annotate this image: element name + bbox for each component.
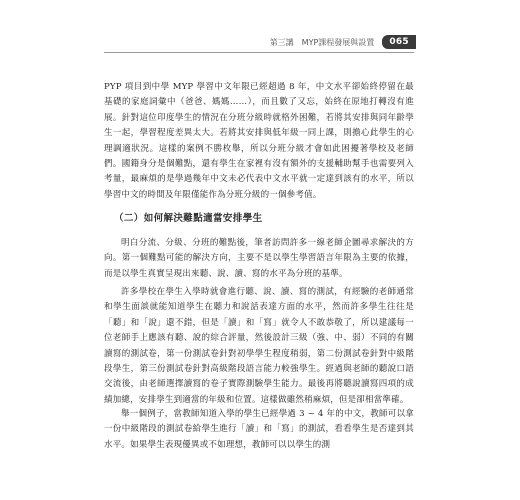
paragraph-2 xyxy=(104,236,414,282)
header-rule xyxy=(104,52,414,53)
paragraph-4 xyxy=(104,407,414,453)
paragraph-text: 許多學校在學生入學時就會進行聽、說、讀、寫的測試，有經驗的老師通常和學生面談就能知道學生在聽力和說話表達方面的水平，然而許多學生往往是「聽」和「說」還不錯，但是「讀」和「寫」就令人不敢恭敬了，所以建議每一位老師手上應該有聽、說的綜合評量，然後設計三級（強、中、弱）不同的有關讀寫的測試卷，第一份測試卷針對初學學生程度稍弱，第二份測試卷針對中級階段學生，第三份測試卷針對高級階段語言能力較強學生。經過與老師的聽說口語交流後，由老師選擇讀寫的卷子實際測驗學生能力。最後再將聽說讀寫四項的成績加總，安排學生到適當的年級和位置。這樣做雖然稍麻煩，但是卻相當準確。 xyxy=(104,287,414,405)
running-header xyxy=(270,35,416,49)
section-heading: （二）如何解決難點適當安排學生 xyxy=(114,213,263,224)
page-number: 065 xyxy=(382,35,416,49)
paragraph-text: 舉一個例子，當教師知道入學的學生已經學過 3 ~ 4 年的中文，教師可以拿一份中級階段的測試卷給學生進行「讀」和「寫」的測試，看看學生是否達到其水平。如果學生表現優異或不如理想，教師可以以學生的測 xyxy=(104,409,414,450)
paragraph-3 xyxy=(104,285,414,408)
paragraph-text: PYP 項目到中學 MYP 學習中文年限已經超過 8 年，中文水平卻始終停留在最基礎的家庭詞彙中（爸爸、媽媽……），而且數了又忘，始終在原地打轉沒有進展。針對這位印度學生的情況在分班分級時就格外困難，若將其安排與同年齡學生一起，學習程度差異太大。若將其安排與低年級一同上課，則擔心此學生的心理調適狀況。這樣的案例不勝枚舉，所以分班分級才會如此困擾著學校及老師們。國籍身分是個難點，還有學生在家裡有沒有額外的支援輔助幫手也需要列入考量，最麻煩的是學過幾年中文未必代表中文水平就一定達到該有的水平，所以學習中文的時間及年限僅能作為分班分級的一個參考值。 xyxy=(104,82,414,200)
paragraph-text: 明白分流、分級、分班的難點後，筆者訪問許多一線老師企圖尋求解決的方向。第一個難點可能的解決方向，主要不是以學生學習語言年限為主要的依據，而是以學生真實呈現出來聽、說、讀、寫的水平為分班的基準。 xyxy=(104,238,414,279)
chapter-title: 第三講 MYP課程發展與設置 xyxy=(269,37,375,47)
paragraph-1 xyxy=(104,80,414,203)
